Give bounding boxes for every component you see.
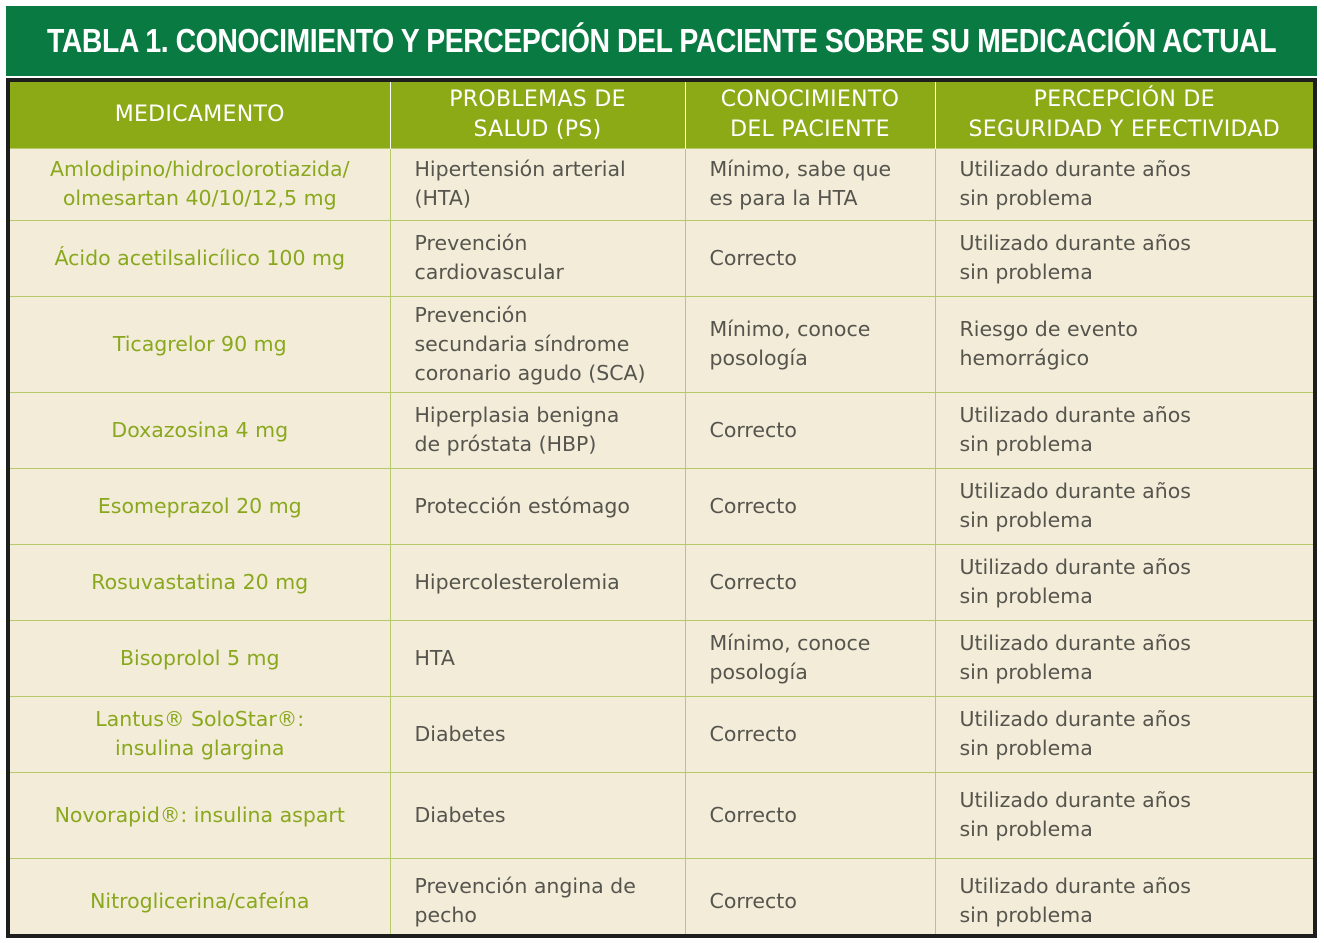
table-row: [10, 544, 1313, 620]
title-banner: [6, 6, 1317, 76]
perception-cell: Utilizado durante años sin problema: [935, 696, 1313, 772]
header-percepcion: PERCEPCIÓN DE SEGURIDAD Y EFECTIVIDAD: [935, 82, 1313, 148]
perception-cell: Utilizado durante años sin problema: [935, 858, 1313, 938]
health-problem-cell: Hipertensión arterial (HTA): [390, 148, 685, 220]
table-row: [10, 392, 1313, 468]
medication-cell: Doxazosina 4 mg: [10, 392, 390, 468]
health-problem-cell: Hiperplasia benigna de próstata (HBP): [390, 392, 685, 468]
knowledge-cell: Mínimo, conoce posología: [685, 296, 935, 392]
table-row: [10, 468, 1313, 544]
medication-table-frame: [6, 78, 1317, 938]
medication-cell: Amlodipino/hidroclorotiazida/ olmesartan 40/10/12,5 mg: [10, 148, 390, 220]
knowledge-cell: Correcto: [685, 544, 935, 620]
table-row: [10, 148, 1313, 220]
table-row: [10, 858, 1313, 938]
knowledge-cell: Correcto: [685, 468, 935, 544]
header-medicamento: MEDICAMENTO: [10, 82, 390, 148]
table-row: [10, 620, 1313, 696]
perception-cell: Utilizado durante años sin problema: [935, 620, 1313, 696]
table-row: [10, 772, 1313, 858]
medication-cell: Lantus® SoloStar®: insulina glargina: [10, 696, 390, 772]
health-problem-cell: Prevención secundaria síndrome coronario agudo (SCA): [390, 296, 685, 392]
knowledge-cell: Mínimo, conoce posología: [685, 620, 935, 696]
medication-cell: Novorapid®: insulina aspart: [10, 772, 390, 858]
knowledge-cell: Correcto: [685, 772, 935, 858]
medication-cell: Ticagrelor 90 mg: [10, 296, 390, 392]
health-problem-cell: HTA: [390, 620, 685, 696]
health-problem-cell: Protección estómago: [390, 468, 685, 544]
knowledge-cell: Correcto: [685, 392, 935, 468]
health-problem-cell: Hipercolesterolemia: [390, 544, 685, 620]
medication-cell: Ácido acetilsalicílico 100 mg: [10, 220, 390, 296]
medication-cell: Nitroglicerina/cafeína: [10, 858, 390, 938]
medication-cell: Rosuvastatina 20 mg: [10, 544, 390, 620]
table-row: [10, 696, 1313, 772]
table-row: [10, 296, 1313, 392]
health-problem-cell: Diabetes: [390, 696, 685, 772]
health-problem-cell: Prevención cardiovascular: [390, 220, 685, 296]
perception-cell: Utilizado durante años sin problema: [935, 544, 1313, 620]
health-problem-cell: Prevención angina de pecho: [390, 858, 685, 938]
health-problem-cell: Diabetes: [390, 772, 685, 858]
perception-cell: Utilizado durante años sin problema: [935, 772, 1313, 858]
perception-cell: Utilizado durante años sin problema: [935, 468, 1313, 544]
header-conocimiento: CONOCIMIENTO DEL PACIENTE: [685, 82, 935, 148]
knowledge-cell: Correcto: [685, 696, 935, 772]
table-header-row: [10, 82, 1313, 148]
page-title: TABLA 1. CONOCIMIENTO Y PERCEPCIÓN DEL PACIENTE SOBRE SU MEDICACIÓN ACTUAL: [46, 22, 1277, 59]
medication-table: [10, 82, 1313, 938]
header-problemas-salud: PROBLEMAS DE SALUD (PS): [390, 82, 685, 148]
medication-cell: Bisoprolol 5 mg: [10, 620, 390, 696]
knowledge-cell: Correcto: [685, 858, 935, 938]
medication-cell: Esomeprazol 20 mg: [10, 468, 390, 544]
table-row: [10, 220, 1313, 296]
knowledge-cell: Mínimo, sabe que es para la HTA: [685, 148, 935, 220]
perception-cell: Riesgo de evento hemorrágico: [935, 296, 1313, 392]
perception-cell: Utilizado durante años sin problema: [935, 148, 1313, 220]
knowledge-cell: Correcto: [685, 220, 935, 296]
perception-cell: Utilizado durante años sin problema: [935, 220, 1313, 296]
perception-cell: Utilizado durante años sin problema: [935, 392, 1313, 468]
